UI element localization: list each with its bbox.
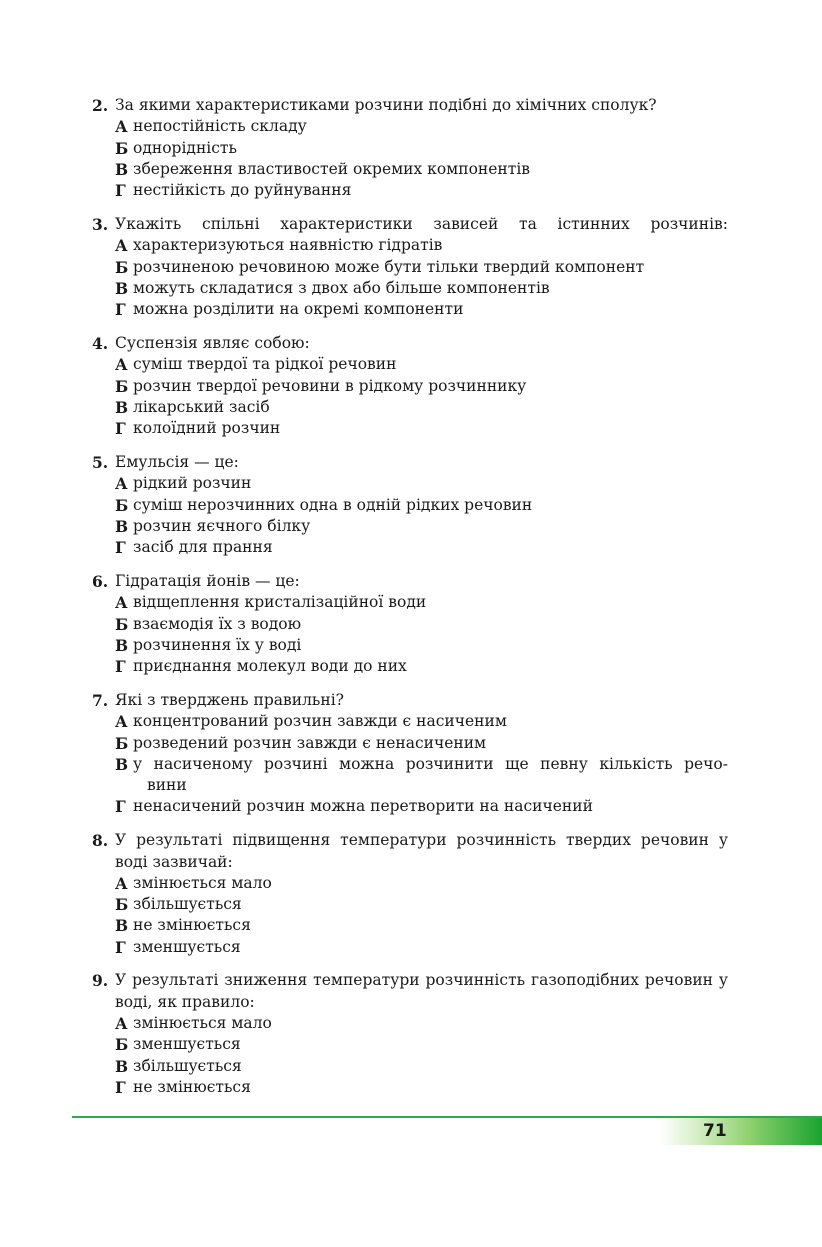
option-text: характеризуються наявністю гідратів	[133, 236, 443, 255]
answer-option	[92, 418, 728, 439]
question-8	[92, 830, 728, 958]
option-letter: А	[115, 593, 128, 613]
answer-option	[92, 873, 728, 894]
question-stem: Емульсія — це:	[115, 452, 239, 471]
question-text	[92, 452, 728, 473]
option-text: розведений розчин завжди є ненасиченим	[133, 733, 487, 752]
answer-option	[92, 299, 728, 320]
question-text	[92, 830, 728, 873]
option-text: нестійкість до руйнування	[133, 181, 352, 200]
answer-option	[92, 1013, 728, 1034]
answer-option	[92, 278, 728, 299]
question-text	[92, 95, 728, 116]
option-letter: Г	[115, 657, 126, 677]
option-letter: Г	[115, 300, 126, 320]
option-text: не змінюється	[133, 916, 251, 935]
option-text: концентрований розчин завжди є насиченим	[133, 712, 507, 731]
option-text: розчиненою речовиною може бути тільки твердий компонент	[133, 257, 645, 276]
question-text	[92, 970, 728, 1013]
question-text	[92, 690, 728, 711]
option-letter: Б	[115, 1035, 129, 1055]
answer-option	[92, 656, 728, 677]
answer-option	[92, 754, 728, 797]
option-text: розчинення їх у воді	[133, 635, 302, 654]
option-letter: Б	[115, 376, 129, 396]
option-text: у насиченому розчині можна розчинити ще певну кількість речо-	[133, 754, 728, 773]
option-letter: А	[115, 873, 128, 893]
option-text: розчин твердої речовини в рідкому розчиннику	[133, 376, 527, 395]
option-letter: Б	[115, 257, 129, 277]
question-stem: У результаті зниження температури розчинність газоподібних речовин у воді, як правило:	[115, 971, 728, 1011]
option-text: зменшується	[133, 937, 241, 956]
option-letter: А	[115, 117, 128, 137]
option-letter: В	[115, 516, 129, 536]
answer-option	[92, 537, 728, 558]
page-number: 71	[703, 1121, 727, 1141]
option-letter: В	[115, 159, 129, 179]
option-text: відщеплення кристалізаційної води	[133, 593, 427, 612]
answer-option	[92, 159, 728, 180]
question-number: 8.	[92, 831, 109, 851]
question-stem: У результаті підвищення температури розчинність твердих речовин у воді зазвичай:	[115, 831, 728, 871]
question-9	[92, 970, 728, 1098]
option-letter: А	[115, 236, 128, 256]
question-text	[92, 571, 728, 592]
option-text: зменшується	[133, 1035, 241, 1054]
option-letter: В	[115, 754, 129, 774]
question-number: 5.	[92, 452, 109, 472]
option-text: колоїдний розчин	[133, 419, 281, 438]
option-letter: Г	[115, 419, 126, 439]
option-letter: В	[115, 397, 129, 417]
option-text: змінюється мало	[133, 873, 272, 892]
option-text: можуть складатися з двох або більше компонентів	[133, 278, 550, 297]
question-number: 4.	[92, 333, 109, 353]
questions-list	[92, 95, 728, 1111]
option-letter: В	[115, 916, 129, 936]
answer-option	[92, 894, 728, 915]
option-text: рідкий розчин	[133, 474, 252, 493]
answer-option	[92, 116, 728, 137]
option-text: суміш твердої та рідкої речовин	[133, 355, 397, 374]
option-text: однорідність	[133, 138, 237, 157]
option-text: збереження властивостей окремих компонентів	[133, 159, 530, 178]
answer-option	[92, 733, 728, 754]
question-text	[92, 214, 728, 235]
answer-option	[92, 376, 728, 397]
question-number: 2.	[92, 96, 109, 115]
option-letter: Б	[115, 733, 129, 753]
option-letter: В	[115, 1056, 129, 1076]
option-text: не змінюється	[133, 1077, 251, 1096]
option-letter: В	[115, 635, 129, 655]
option-text-continuation: вини	[147, 776, 187, 795]
answer-option	[92, 1034, 728, 1055]
answer-option	[92, 180, 728, 201]
question-number: 3.	[92, 214, 109, 234]
option-text: можна розділити на окремі компоненти	[133, 300, 464, 319]
answer-option	[92, 915, 728, 936]
answer-option	[92, 354, 728, 375]
answer-option	[92, 711, 728, 732]
option-text: засіб для прання	[133, 538, 273, 557]
option-letter: Г	[115, 181, 126, 201]
option-letter: А	[115, 1014, 128, 1034]
answer-option	[92, 397, 728, 418]
option-letter: В	[115, 278, 129, 298]
question-number: 7.	[92, 690, 109, 710]
option-text: збільшується	[133, 1056, 242, 1075]
question-stem: Гідратація йонів — це:	[115, 571, 300, 590]
option-text: взаємодія їх з водою	[133, 614, 302, 633]
option-letter: Б	[115, 138, 129, 158]
question-2	[92, 95, 728, 201]
answer-option	[92, 257, 728, 278]
option-letter: Б	[115, 895, 129, 915]
option-letter: Г	[115, 797, 126, 817]
question-stem: Суспензія являє собою:	[115, 333, 310, 352]
question-stem: За якими характеристиками розчини подібні до хімічних сполук?	[115, 96, 657, 114]
answer-option	[92, 592, 728, 613]
answer-option	[92, 796, 728, 817]
answer-option	[92, 495, 728, 516]
question-number: 6.	[92, 571, 109, 591]
answer-option	[92, 1077, 728, 1098]
option-letter: Г	[115, 1077, 126, 1097]
question-5	[92, 452, 728, 558]
option-letter: А	[115, 474, 128, 494]
option-letter: Г	[115, 937, 126, 957]
answer-option	[92, 937, 728, 958]
answer-option	[92, 1056, 728, 1077]
answer-option	[92, 235, 728, 256]
question-6	[92, 571, 728, 677]
question-stem: Які з тверджень правильні?	[115, 690, 344, 709]
question-7	[92, 690, 728, 818]
question-3	[92, 214, 728, 320]
option-letter: А	[115, 712, 128, 732]
option-text: змінюється мало	[133, 1014, 272, 1033]
option-text: непостійність складу	[133, 117, 307, 136]
answer-option	[92, 635, 728, 656]
question-stem: Укажіть спільні характеристики зависей та істинних розчинів:	[115, 214, 728, 233]
option-letter: А	[115, 355, 128, 375]
option-text: розчин яєчного білку	[133, 516, 311, 535]
option-letter: Г	[115, 538, 126, 558]
option-text: збільшується	[133, 895, 242, 914]
answer-option	[92, 516, 728, 537]
option-text: приєднання молекул води до них	[133, 657, 407, 676]
option-letter: Б	[115, 495, 129, 515]
question-number: 9.	[92, 971, 109, 991]
page-number-tab	[660, 1118, 822, 1145]
option-text: лікарський засіб	[133, 397, 270, 416]
question-text	[92, 333, 728, 354]
option-letter: Б	[115, 614, 129, 634]
option-text: ненасичений розчин можна перетворити на насичений	[133, 797, 593, 816]
question-4	[92, 333, 728, 439]
answer-option	[92, 473, 728, 494]
answer-option	[92, 614, 728, 635]
option-text: суміш нерозчинних одна в одній рідких речовин	[133, 495, 533, 514]
answer-option	[92, 138, 728, 159]
